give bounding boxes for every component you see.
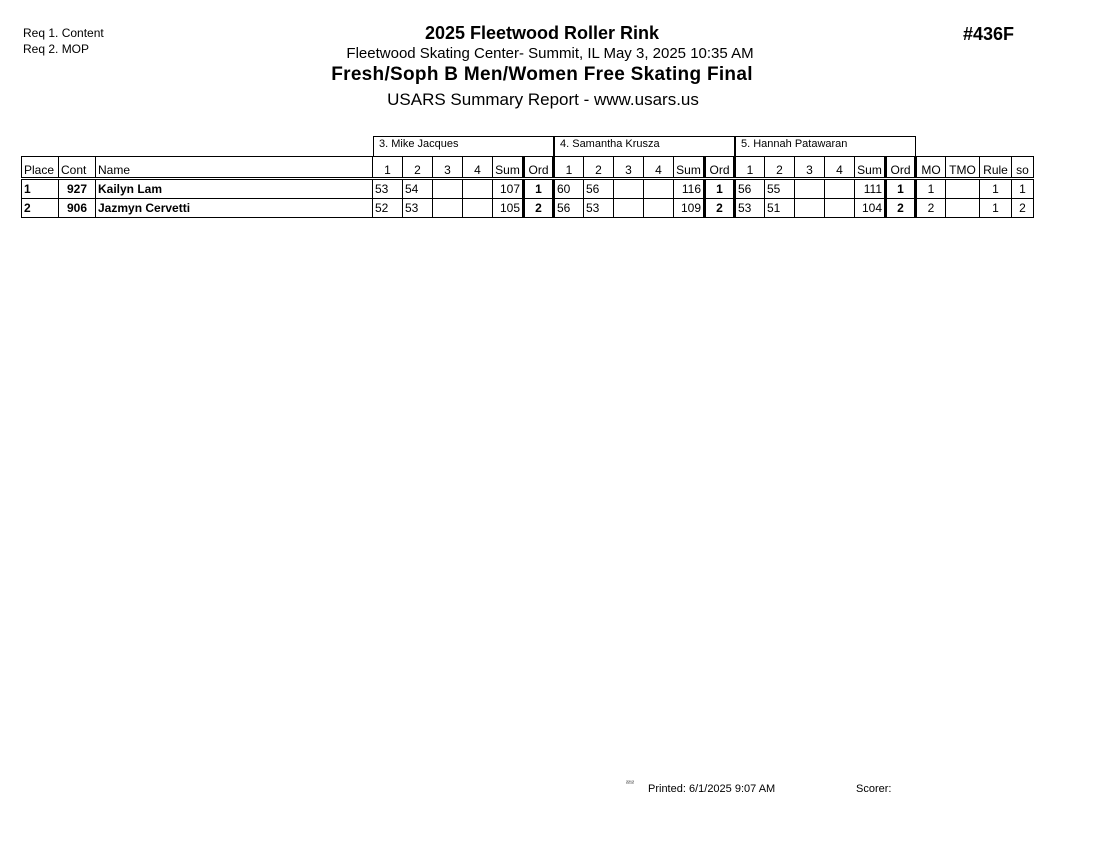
col-j5-sum: Sum: [855, 157, 886, 179]
j5-score2-cell: 55: [765, 179, 795, 199]
col-j3-sum: Sum: [493, 157, 524, 179]
results-table: [21, 156, 1034, 218]
mo-cell: 1: [916, 179, 946, 199]
j5-sum-cell: 111: [855, 179, 886, 199]
printed-timestamp: Printed: 6/1/2025 9:07 AM: [648, 783, 776, 795]
so-cell: 1: [1012, 179, 1034, 199]
col-j5-score1: 1: [735, 157, 765, 179]
j3-score3-cell: [433, 179, 463, 199]
col-j3-score2: 2: [403, 157, 433, 179]
j4-score1-cell: 60: [554, 179, 584, 199]
col-j4-score1: 1: [554, 157, 584, 179]
j3-sum-cell: 105: [493, 199, 524, 218]
j3-score2-cell: 53: [403, 199, 433, 218]
j5-ord-cell: 1: [886, 179, 916, 199]
table-row: [22, 199, 1034, 218]
col-j5-ord: Ord: [886, 157, 916, 179]
j4-sum-cell: 109: [674, 199, 705, 218]
col-j3-ord: Ord: [524, 157, 554, 179]
j3-ord-cell: 1: [524, 179, 554, 199]
col-j3-score3: 3: [433, 157, 463, 179]
location-datetime: Fleetwood Skating Center- Summit, IL May 3, 2025 10:35 AM: [346, 45, 754, 62]
j4-score2-cell: 53: [584, 199, 614, 218]
col-j5-score4: 4: [825, 157, 855, 179]
event-code: #436F: [963, 24, 1015, 44]
col-j5-score2: 2: [765, 157, 795, 179]
col-j4-ord: Ord: [705, 157, 735, 179]
col-mo: MO: [916, 157, 946, 179]
col-place: Place: [22, 157, 59, 179]
report-title: USARS Summary Report - www.usars.us: [387, 90, 699, 109]
rule-cell: 1: [980, 199, 1012, 218]
table-row: [22, 179, 1034, 199]
scorer-label: Scorer:: [856, 783, 892, 795]
col-cont: Cont: [59, 157, 96, 179]
col-j5-score3: 3: [795, 157, 825, 179]
name-cell: Jazmyn Cervetti: [96, 199, 373, 218]
name-cell: Kailyn Lam: [96, 179, 373, 199]
j5-score2-cell: 51: [765, 199, 795, 218]
j3-score3-cell: [433, 199, 463, 218]
j5-score1-cell: 53: [735, 199, 765, 218]
j3-ord-cell: 2: [524, 199, 554, 218]
col-rule: Rule: [980, 157, 1012, 179]
competition-title: 2025 Fleetwood Roller Rink: [424, 23, 660, 43]
j4-score4-cell: [644, 179, 674, 199]
judge-header-4: 4. Samantha Krusza: [554, 136, 735, 156]
cont-cell: 927: [59, 179, 96, 199]
j3-score4-cell: [463, 179, 493, 199]
j5-sum-cell: 104: [855, 199, 886, 218]
j4-score2-cell: 56: [584, 179, 614, 199]
col-j3-score1: 1: [373, 157, 403, 179]
j4-score4-cell: [644, 199, 674, 218]
j5-score4-cell: [825, 199, 855, 218]
so-cell: 2: [1012, 199, 1034, 218]
col-j4-score3: 3: [614, 157, 644, 179]
requirement-mop: Req 2. MOP: [23, 42, 90, 56]
judge-header-5: 5. Hannah Patawaran: [735, 136, 916, 156]
j5-score1-cell: 56: [735, 179, 765, 199]
j4-score3-cell: [614, 179, 644, 199]
tmo-cell: [946, 179, 980, 199]
col-j4-sum: Sum: [674, 157, 705, 179]
col-tmo: TMO: [946, 157, 980, 179]
judge-header-3: 3. Mike Jacques: [373, 136, 554, 156]
event-title: Fresh/Soph B Men/Women Free Skating Final: [331, 64, 753, 85]
j4-score1-cell: 56: [554, 199, 584, 218]
rule-cell: 1: [980, 179, 1012, 199]
j3-sum-cell: 107: [493, 179, 524, 199]
mo-cell: 2: [916, 199, 946, 218]
j5-ord-cell: 2: [886, 199, 916, 218]
col-j4-score2: 2: [584, 157, 614, 179]
requirement-content: Req 1. Content: [23, 26, 104, 40]
header-row: [22, 157, 1034, 179]
j5-score4-cell: [825, 179, 855, 199]
j4-ord-cell: 2: [705, 199, 735, 218]
tiny-mark: ²²¹²: [626, 781, 634, 787]
col-j4-score4: 4: [644, 157, 674, 179]
tmo-cell: [946, 199, 980, 218]
col-so: so: [1012, 157, 1034, 179]
cont-cell: 906: [59, 199, 96, 218]
place-cell: 2: [22, 199, 59, 218]
j3-score1-cell: 52: [373, 199, 403, 218]
j4-ord-cell: 1: [705, 179, 735, 199]
j5-score3-cell: [795, 199, 825, 218]
j4-score3-cell: [614, 199, 644, 218]
j3-score4-cell: [463, 199, 493, 218]
j4-sum-cell: 116: [674, 179, 705, 199]
j3-score2-cell: 54: [403, 179, 433, 199]
j3-score1-cell: 53: [373, 179, 403, 199]
place-cell: 1: [22, 179, 59, 199]
col-j3-score4: 4: [463, 157, 493, 179]
j5-score3-cell: [795, 179, 825, 199]
col-name: Name: [96, 157, 373, 179]
